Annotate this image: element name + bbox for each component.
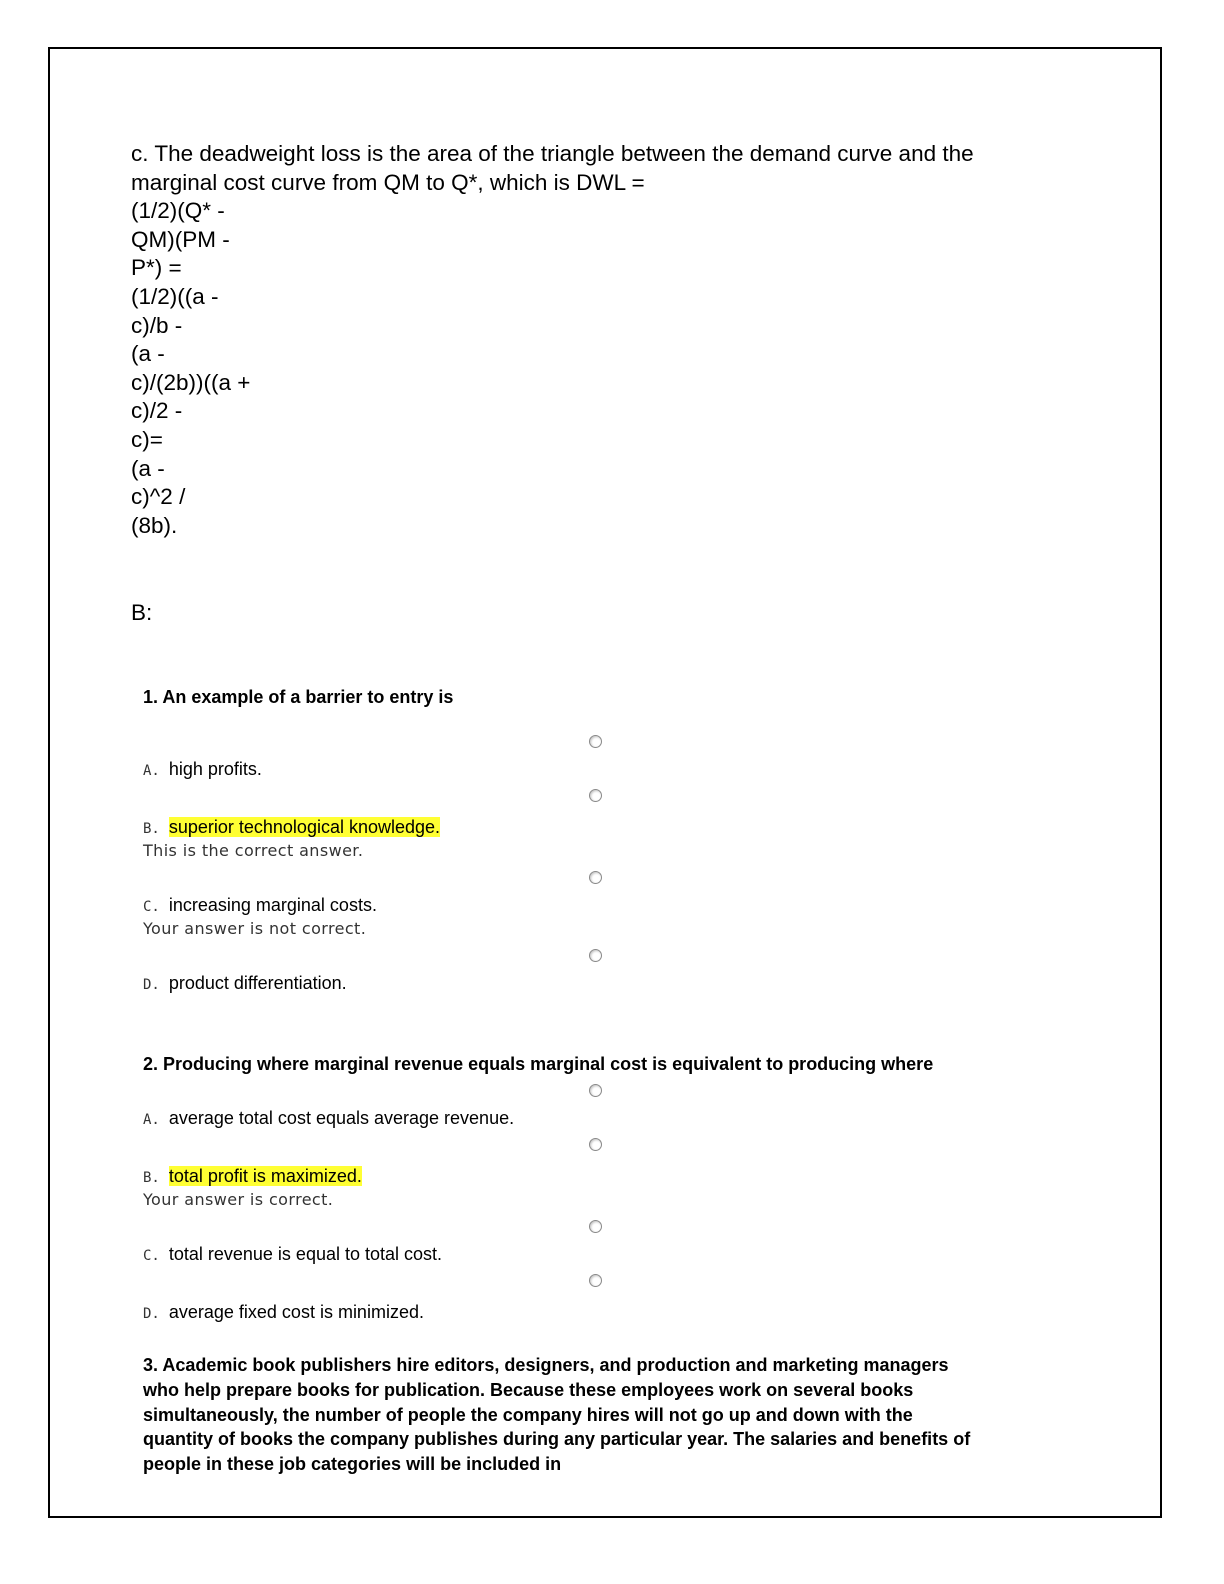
option-text: product differentiation. [168,973,347,993]
q1-option-c [143,895,377,916]
intro-line: QM)(PM - [131,226,230,252]
option-letter: B. [143,821,160,837]
q2-feedback-correct: Your answer is correct. [143,1190,334,1209]
section-label: B: [131,600,153,625]
question-3-line: who help prepare books for publication. Because these employees work on several books [143,1379,914,1400]
q2-option-a [143,1108,514,1129]
intro-line: (a - [131,455,165,481]
option-letter: D. [143,1306,160,1322]
intro-line: c)/b - [131,312,183,338]
intro-line: (a - [131,341,165,367]
intro-line: c. The deadweight loss is the area of the triangle between the demand curve and the [131,141,974,166]
q1-feedback-incorrect: Your answer is not correct. [143,919,367,938]
question-3-line: simultaneously, the number of people the company hires will not go up and down with the [143,1404,913,1425]
q1-radio-d[interactable] [589,949,602,962]
option-text: total revenue is equal to total cost. [168,1244,443,1264]
option-letter: D. [143,977,160,993]
option-letter: C. [143,899,160,915]
q1-option-a [143,759,262,780]
q2-radio-d[interactable] [589,1274,602,1287]
q1-feedback-correct: This is the correct answer. [143,841,364,860]
q2-radio-c[interactable] [589,1220,602,1233]
option-letter: B. [143,1170,160,1186]
q1-option-b [143,817,440,838]
intro-line: marginal cost curve from QM to Q*, which is DWL = [131,169,645,195]
intro-line: P*) = [131,255,182,281]
option-letter: C. [143,1248,160,1264]
question-3-line: 3. Academic book publishers hire editors, designers, and production and marketing managers [143,1355,949,1375]
option-text-highlighted: total profit is maximized. [168,1166,362,1186]
option-text: increasing marginal costs. [168,895,377,915]
intro-line: (8b). [131,512,178,538]
question-3-title [143,1353,970,1477]
intro-line: (1/2)((a - [131,283,219,309]
option-text: average fixed cost is minimized. [168,1302,424,1322]
q1-option-d [143,973,347,994]
intro-answer [131,140,1091,540]
option-letter: A. [143,763,160,779]
intro-line: (1/2)(Q* - [131,198,225,224]
question-2-title: 2. Producing where marginal revenue equals marginal cost is equivalent to producing where [143,1054,934,1074]
option-text: average total cost equals average revenue. [168,1108,515,1128]
q2-option-d [143,1302,424,1323]
intro-line: c)/2 - [131,398,183,424]
q2-option-c [143,1244,442,1265]
option-text: high profits. [168,759,262,779]
intro-line: c)/(2b))((a + [131,369,251,395]
intro-line: c)^2 / [131,484,186,510]
question-1-title: 1. An example of a barrier to entry is [143,687,454,707]
q1-radio-b[interactable] [589,789,602,802]
question-3-line: people in these job categories will be included in [143,1454,562,1475]
q2-option-b [143,1166,362,1187]
intro-line: c)= [131,426,163,452]
option-text-highlighted: superior technological knowledge. [168,817,441,837]
q2-radio-b[interactable] [589,1138,602,1151]
q1-radio-c[interactable] [589,871,602,884]
option-letter: A. [143,1112,160,1128]
q1-radio-a[interactable] [589,735,602,748]
question-3-line: quantity of books the company publishes during any particular year. The salaries and benefits of [143,1429,971,1450]
q2-radio-a[interactable] [589,1084,602,1097]
